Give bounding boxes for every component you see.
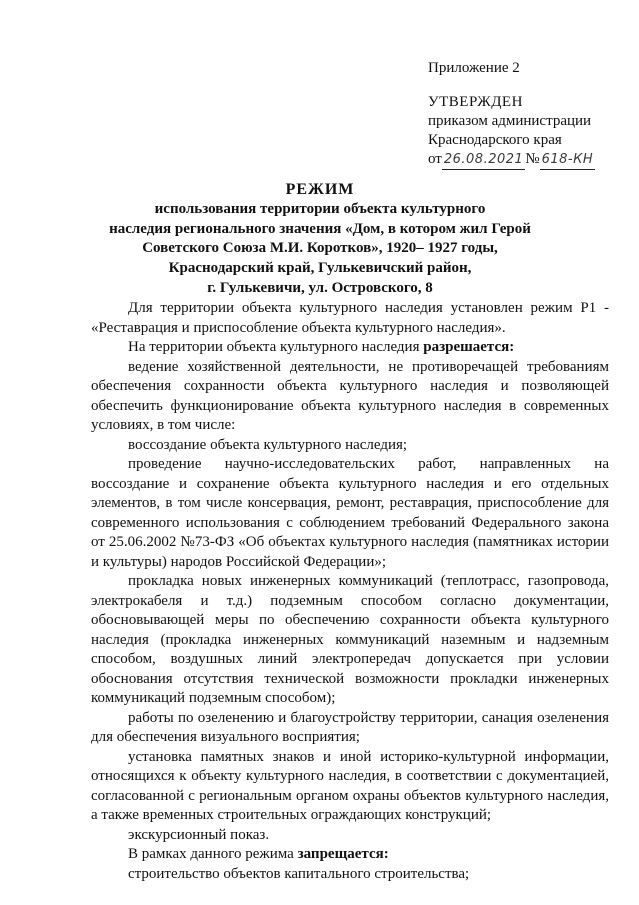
handwritten-number: 618-КН — [540, 150, 596, 170]
title-line: г. Гулькевичи, ул. Островского, 8 — [207, 279, 433, 296]
order-date-number — [428, 150, 628, 170]
allowed-item: воссоздание объекта культурного наследия; — [128, 436, 408, 453]
title-line: Краснодарский край, Гулькевичский район, — [168, 260, 472, 277]
allowed-item: прокладка новых инженерных коммуникаций (теплотрасс, газопровода, электрокабеля и т.д.) подземным способом согласно документации, обосновывающей меры по обеспечению сохранности объекта культурного наследия (прокладка инженерных коммуникаций наземным и надземным способом, воздушных линий электропередач допускается при условии обоснования отсутствия технической возможности прокладки инженерных коммуникаций подземным способом); — [91, 573, 609, 706]
from-label: от — [428, 151, 442, 167]
region-label: Краснодарского края — [428, 132, 562, 148]
approval-block — [428, 93, 628, 170]
approved-label: УТВЕРЖДЕН — [428, 94, 523, 110]
allowed-item: проведение научно-исследовательских работ, направленных на воссоздание и сохранение объекта культурного наследия и его отдельных элементов, в том числе консервация, ремонт, реставрация, приспособление для современного использования с соблюдением требований Федерального закона от 25.06.2002 №73-ФЗ «Об объектах культурного наследия (памятниках истории и культуры) народов Российской Федерации»; — [91, 456, 609, 570]
title-heading: РЕЖИМ — [285, 181, 355, 198]
prohibited-heading — [91, 845, 609, 865]
allowed-heading — [91, 338, 609, 358]
intro-paragraph: Для территории объекта культурного наследия установлен режим Р1 - «Реставрация и приспособление объекта культурного наследия». — [91, 300, 609, 336]
number-label: № — [525, 151, 540, 167]
title-line: Советского Союза М.И. Коротков», 1920– 1927 годы, — [142, 240, 498, 257]
prohibited-prefix: В рамках данного режима — [128, 846, 298, 862]
allowed-bold: разрешается: — [423, 339, 515, 355]
title-line: наследия регионального значения «Дом, в котором жил Герой — [109, 220, 531, 237]
allowed-item: установка памятных знаков и иной историко-культурной информации, относящихся к объекту культурного наследия, в соответствии с документацией, согласованной с региональным органом охраны объектов культурного наследия, а также временных строительных ограждающих конструкций; — [91, 748, 609, 823]
prohibited-bold: запрещается: — [297, 846, 389, 862]
allowed-item: ведение хозяйственной деятельности, не противоречащей требованиям обеспечения сохранности объекта культурного наследия и позволяющей обеспечить функционирование объекта культурного наследия в современных условиях, в том числе: — [91, 358, 609, 433]
title-line: использования территории объекта культурного — [154, 201, 486, 217]
document-body — [91, 299, 609, 884]
prohibited-item: строительство объектов капитального строительства; — [128, 865, 470, 882]
document-title — [40, 180, 600, 299]
allowed-item: работы по озеленению и благоустройству территории, санация озеленения для обеспечения визуального восприятия; — [91, 709, 609, 745]
by-order-label: приказом администрации — [428, 113, 592, 129]
handwritten-date: 26.08.2021 — [442, 150, 525, 170]
allowed-item: экскурсионный показ. — [128, 826, 270, 843]
allowed-prefix: На территории объекта культурного наследия — [128, 339, 424, 355]
appendix-label: Приложение 2 — [428, 60, 520, 76]
